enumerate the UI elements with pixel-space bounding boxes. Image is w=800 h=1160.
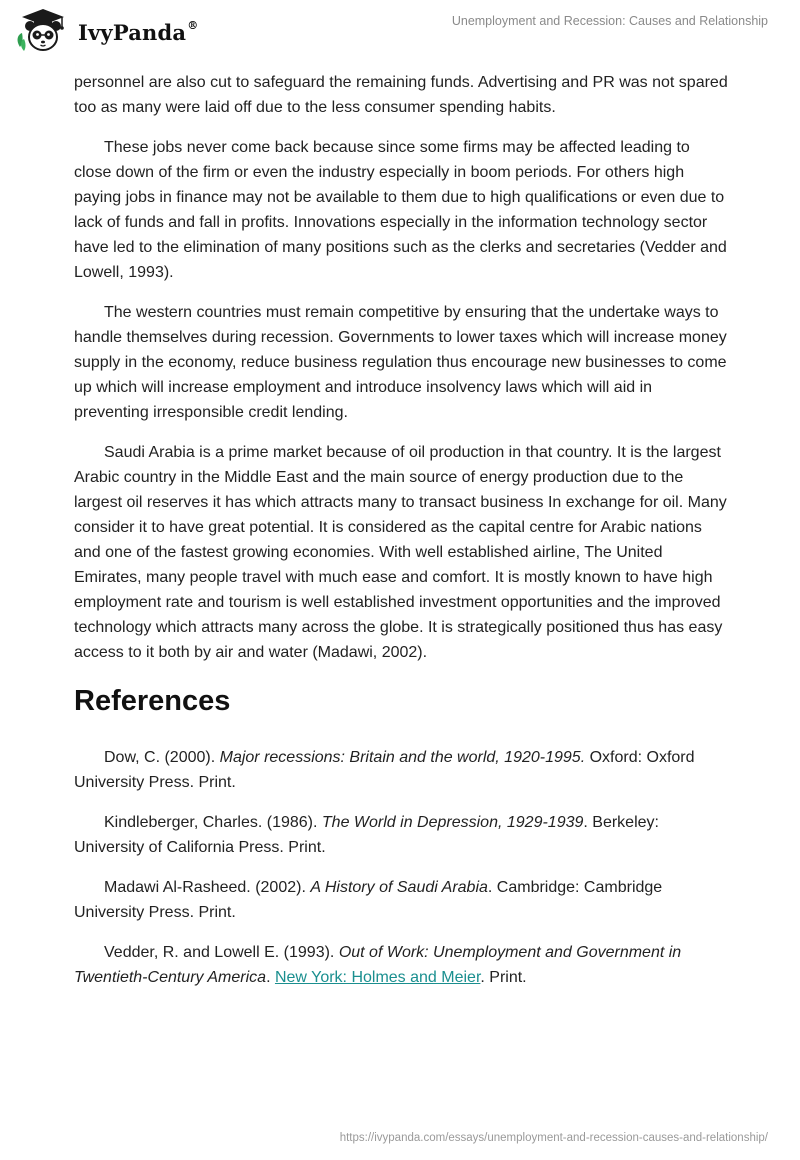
brand-name: IvyPanda® [78,18,199,45]
publisher-link[interactable]: New York: Holmes and Meier [274,969,481,986]
reference-item: Kindleberger, Charles. (1986). The World in Depression, 1929-1939. Berkeley: University of California Press. Print. [74,814,659,856]
panda-graduate-icon [14,7,72,53]
paragraph: personnel are also cut to safeguard the remaining funds. Advertising and PR was not spared too as many were laid off due to the less consumer spending habits. [74,74,728,116]
brand-logo[interactable] [14,7,198,53]
source-url: https://ivypanda.com/essays/unemployment-and-recession-causes-and-relationship/ [339,1132,768,1144]
reference-item: Madawi Al-Rasheed. (2002). A History of Saudi Arabia. Cambridge: Cambridge University Press. Print. [74,879,663,921]
document-title: Unemployment and Recession: Causes and Relationship [451,14,768,28]
paragraph: The western countries must remain competitive by ensuring that the undertake ways to handle themselves during recession. Governments to lower taxes which will increase money supply in the economy, reduce business regulation thus encourage new businesses to come up which will increase employment and introduce insolvency laws which will aid in preventing irresponsible credit lending. [74,304,727,421]
paragraph: These jobs never come back because since some firms may be affected leading to close down of the firm or even the industry especially in boom periods. For others high paying jobs in finance may not be available to them due to high qualifications or even due to lack of funds and fall in profits. Innovations especially in the information technology sector have led to the elimination of many positions such as the clerks and secretaries (Vedder and Lowell, 1993). [74,139,727,281]
reference-item: Vedder, R. and Lowell E. (1993). Out of Work: Unemployment and Government in Twentieth-Century America. New York: Holmes and Meier. Print. [74,944,682,986]
references-heading: References [74,685,231,717]
paragraph: Saudi Arabia is a prime market because of oil production in that country. It is the largest Arabic country in the Middle East and the main source of energy production due to the largest oil reserves it has which attracts many to transact business In exchange for oil. Many consider it to have great potential. It is considered as the capital centre for Arabic nations and one of the fastest growing economies. With well established airline, The United Emirates, many people travel with much ease and comfort. It is mostly known to have high employment rate and tourism is well established investment opportunities and the improved technology which attracts many across the globe. It is strategically positioned thus has easy access to it both by air and water (Madawi, 2002). [74,444,727,661]
page-header [0,0,800,60]
essay-body [74,70,728,1005]
reference-item: Dow, C. (2000). Major recessions: Britain and the world, 1920-1995. Oxford: Oxford University Press. Print. [74,749,695,791]
